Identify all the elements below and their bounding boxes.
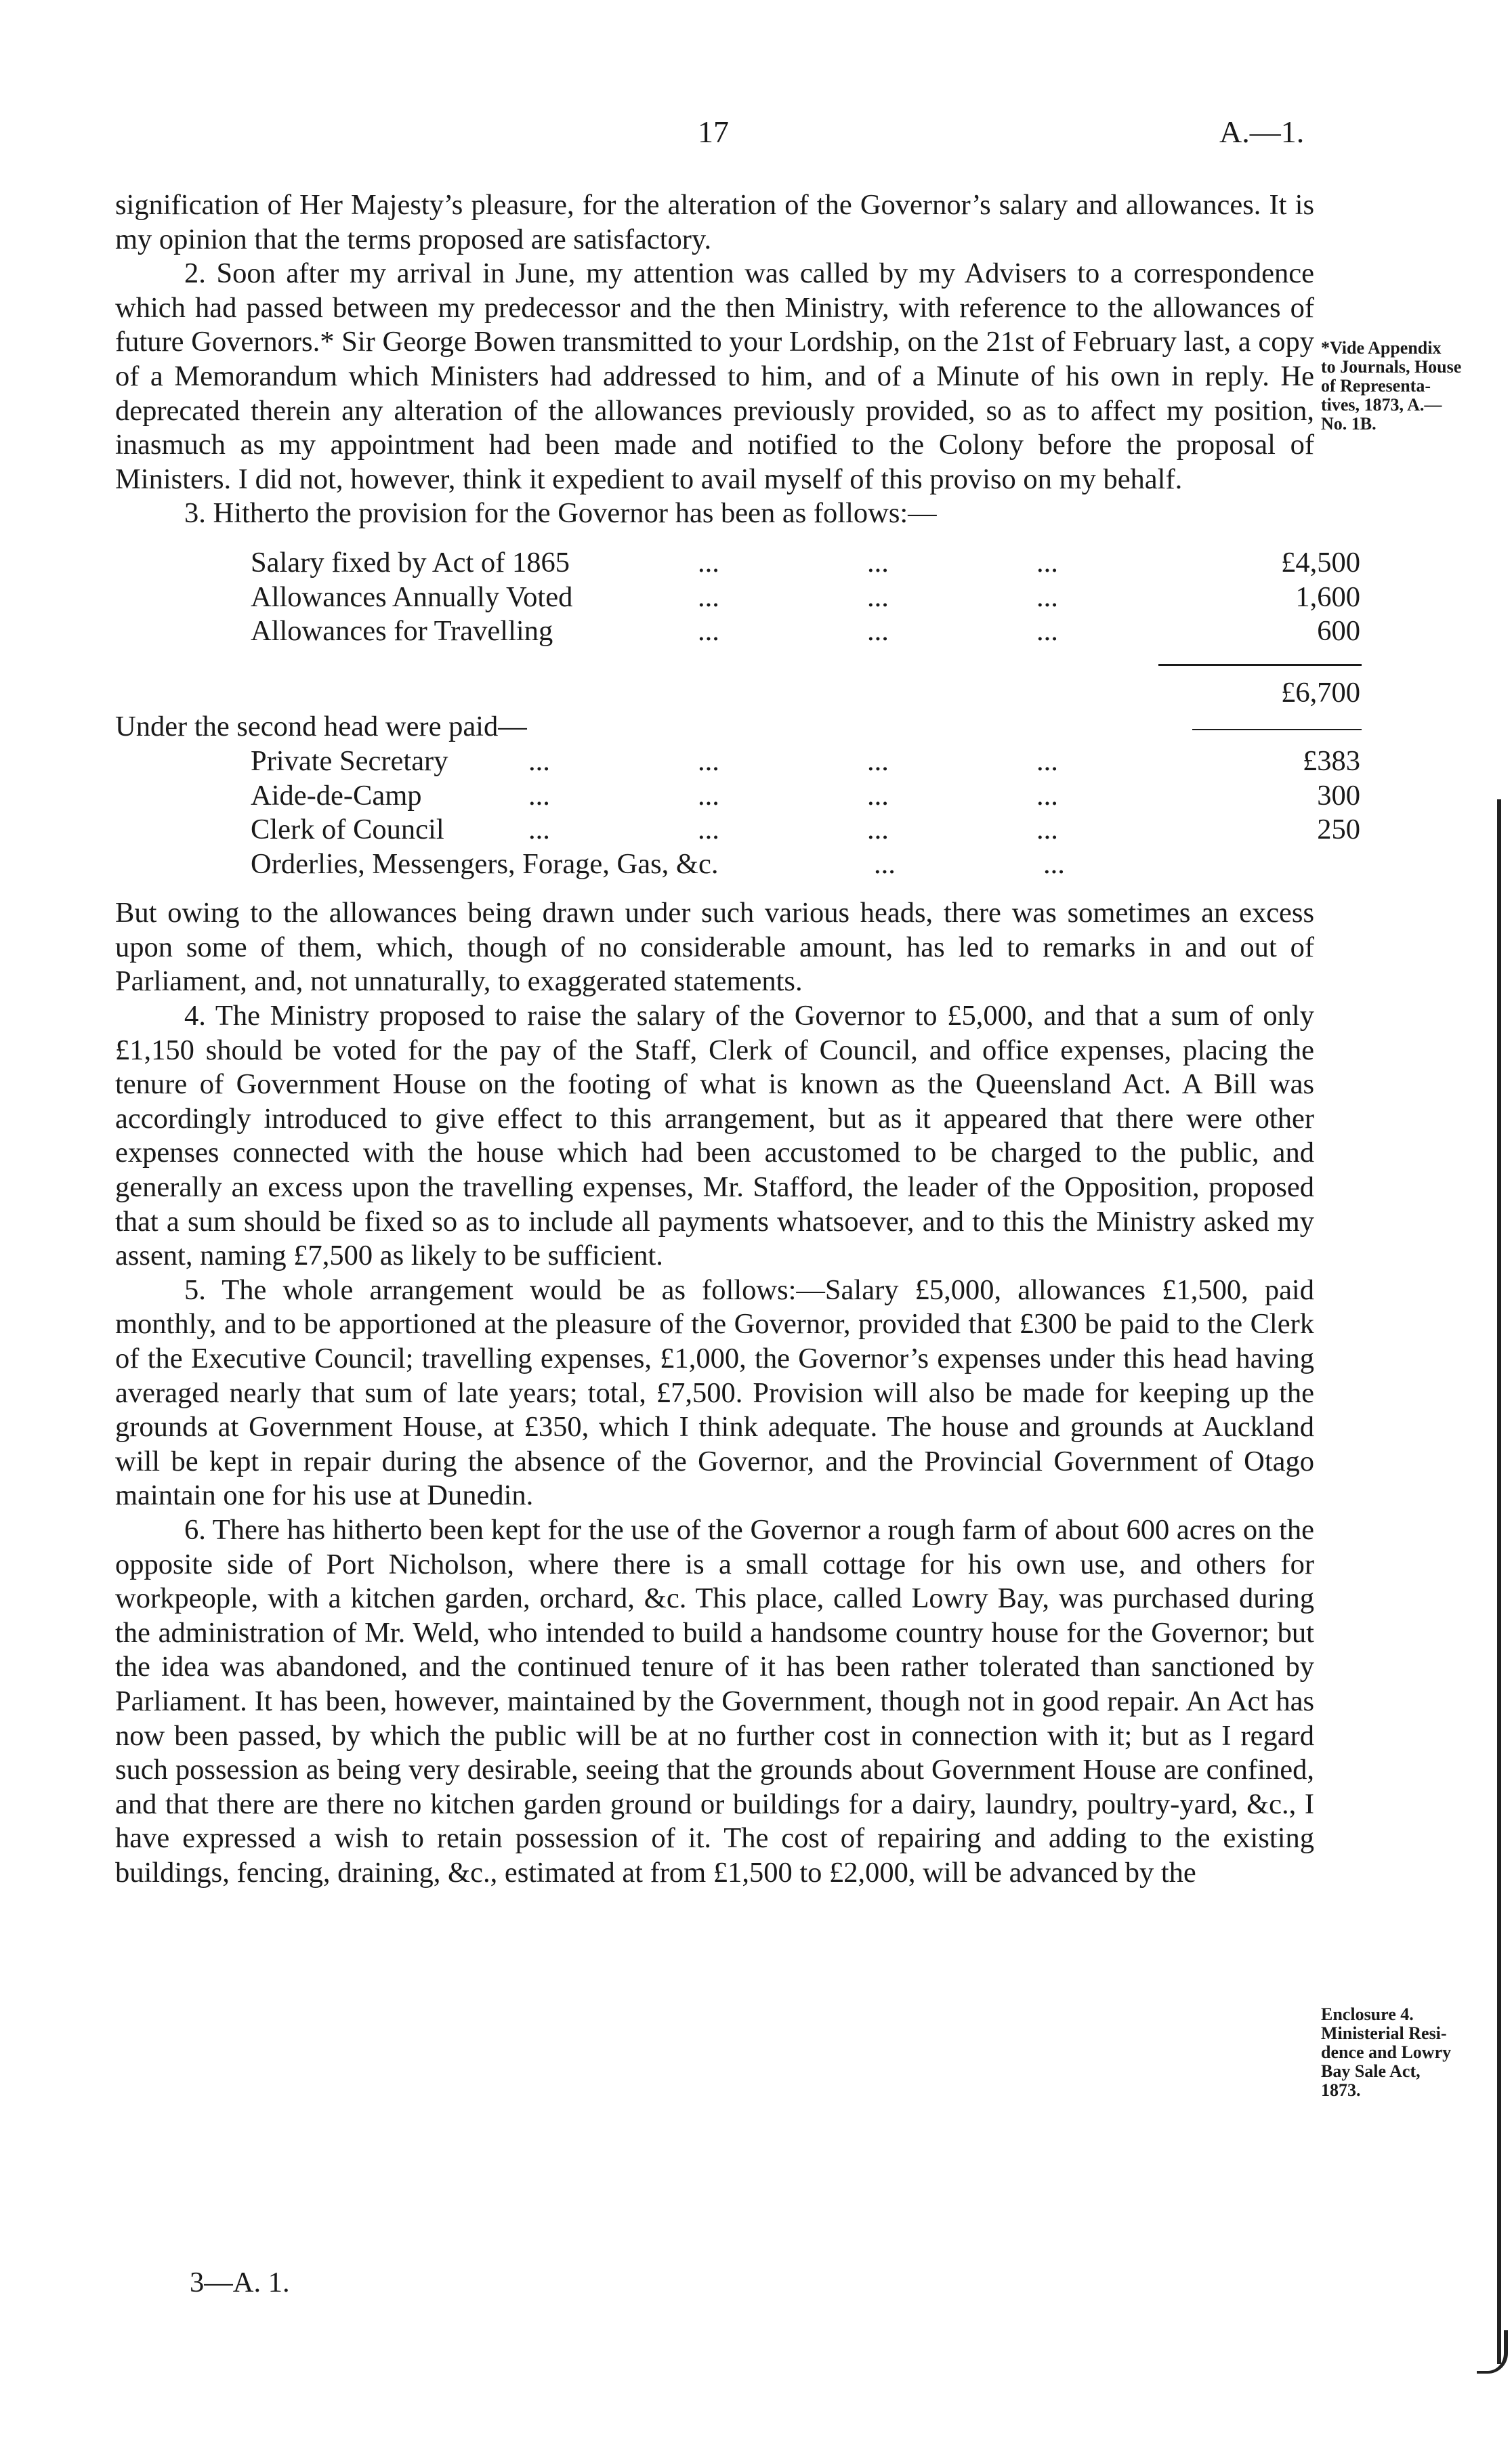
staff-row	[115, 779, 1360, 814]
margin-note-enclosure: Enclosure 4. Ministerial Resi- dence and Lowry Bay Sale Act, 1873.	[1321, 2004, 1452, 2100]
leader-dots: ... ... ... ...	[528, 779, 1058, 812]
separator-rule	[1192, 729, 1362, 730]
staff-amount: 250	[1317, 814, 1360, 846]
paragraph-3: 3. Hitherto the provision for the Governor has been as follows:—	[184, 497, 937, 530]
provision-total: £6,700	[1281, 676, 1360, 709]
paragraph-6: 6. There has hitherto been kept for the use of the Governor a rough farm of about 600 acres on the opposite side of Port Nicholson, where there is a small cottage for his own use, and others for workpeople, with a kitchen garden, orchard, &c. This place, called Lowry Bay, was purchased during the administration of Mr. Weld, who intended to build a handsome country house for the Governor; but the idea was abandoned, and the continued tenure of it has been rather tolerated than sanctioned by Parliament. It has been, however, maintained by the Government, though not in good repair. An Act has now been passed, by which the public will be at no further cost in connection with it; but as I regard such possession as being very desirable, seeing that the grounds about Government House are confined, and that there are there no kitchen garden ground or buildings for a dairy, laundry, poultry-yard, &c., I have expressed a wish to retain possession of it. The cost of repairing and adding to the existing buildings, fencing, draining, &c., estimated at from £1,500 to £2,000, will be advanced by the	[115, 1513, 1314, 1889]
margin-note-vide: *Vide Appendix to Journals, House of Representa- tives, 1873, A.— No. 1B.	[1321, 338, 1462, 434]
leader-dots: ... ... ...	[698, 615, 1058, 648]
body-text	[115, 188, 1360, 1891]
under-head-line	[115, 710, 1314, 744]
provision-row	[115, 546, 1360, 581]
leader-dots: ... ... ... ...	[528, 744, 1058, 777]
paragraph-5: 5. The whole arrangement would be as follows:—Salary £5,000, allowances £1,500, paid monthly, and to be apportioned at the pleasure of the Governor, provided that £300 be paid to the Clerk of the Executive Council; travelling expenses, £1,000, the Governor’s expenses under this head having averaged nearly that sum of late years; total, £7,500. Provision will also be made for keeping up the grounds at Government House, at £350, which I think adequate. The house and grounds at Auckland will be kept in repair during the absence of the Governor, and the Provincial Government of Otago maintain one for his use at Dunedin.	[115, 1274, 1314, 1512]
staff-label: Private Secretary	[251, 744, 448, 777]
page-number: 17	[698, 114, 729, 149]
page-header	[0, 114, 1512, 154]
provision-row	[115, 581, 1360, 615]
provision-label: Allowances Annually Voted	[251, 581, 573, 613]
staff-row	[115, 847, 1314, 882]
provision-label: Salary fixed by Act of 1865	[251, 546, 570, 579]
provision-amount: 600	[1317, 615, 1360, 648]
provision-amount: 1,600	[1295, 581, 1360, 613]
staff-amount: 300	[1317, 779, 1360, 812]
staff-row	[115, 744, 1360, 779]
paragraph-2: 2. Soon after my arrival in June, my attention was called by my Advisers to a correspondence which had passed between my predecessor and the then Ministry, with reference to the allowances of future Governors.* Sir George Bowen transmitted to your Lordship, on the 21st of February last, a copy of a Memorandum which Ministers had addressed to him, and of a Minute of his own in reply. He deprecated therein any alteration of the allowances previously provided, so as to affect my position, inasmuch as my appointment had been made and notified to the Colony before the proposal of Ministers. I did not, however, think it expedient to avail myself of this proviso on my behalf.	[115, 257, 1314, 495]
sum-rule	[1158, 664, 1362, 666]
provision-amount: £4,500	[1281, 546, 1360, 579]
page-edge-bar	[1497, 799, 1501, 2364]
staff-label: Orderlies, Messengers, Forage, Gas, &c.	[251, 847, 719, 880]
page-edge-curl	[1477, 2330, 1508, 2374]
paragraph-but: But owing to the allowances being drawn under such various heads, there was sometimes an excess upon some of them, which, though of no considerable amount, has led to remarks in and out of Parliament, and, not unnaturally, to exaggerated statements.	[115, 897, 1314, 998]
staff-label: Aide-de-Camp	[251, 779, 422, 812]
under-head-text: Under the second head were paid—	[115, 711, 527, 743]
leader-dots: ... ... ... ...	[528, 814, 1058, 846]
staff-amount: £383	[1303, 744, 1360, 777]
leader-dots: ... ... ...	[698, 581, 1058, 613]
paper-reference: A.—1.	[1219, 114, 1305, 149]
staff-label: Clerk of Council	[251, 814, 444, 846]
staff-row	[115, 813, 1360, 847]
provision-total-row	[115, 676, 1360, 711]
leader-dots: ... ... ...	[698, 546, 1058, 579]
provision-label: Allowances for Travelling	[251, 615, 553, 648]
paragraph-intro: signification of Her Majesty’s pleasure, for the alteration of the Governor’s salary and allowances. It is my opinion that the terms proposed are satisfactory.	[115, 189, 1314, 255]
leader-dots: ... ...	[874, 847, 1065, 880]
paragraph-4: 4. The Ministry proposed to raise the salary of the Governor to £5,000, and that a sum of only £1,150 should be voted for the pay of the Staff, Clerk of Council, and office expenses, placing the tenure of Government House on the footing of what is known as the Queensland Act. A Bill was accordingly introduced to give effect to this arrangement, but as it appeared that there were other expenses connected with the house which had been accustomed to be charged to the public, and generally an excess upon the travelling expenses, Mr. Stafford, the leader of the Opposition, proposed that a sum should be fixed so as to include all payments whatsoever, and to this the Ministry asked my assent, naming £7,500 as likely to be sufficient.	[115, 1000, 1314, 1272]
provision-row	[115, 614, 1360, 649]
signature-mark: 3—A. 1.	[190, 2267, 290, 2298]
